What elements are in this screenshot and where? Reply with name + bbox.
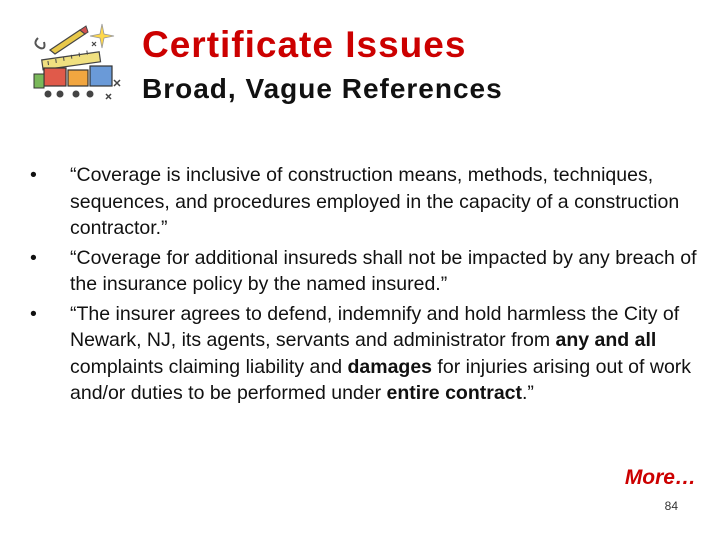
bullet-item: [30, 301, 702, 407]
construction-tools-clipart-icon: [30, 20, 130, 104]
more-link[interactable]: More…: [624, 466, 696, 489]
bullet-marker: •: [30, 164, 37, 186]
slide-title: Certificate Issues: [142, 24, 467, 65]
bullet-marker: •: [30, 246, 37, 269]
bullet-text: “Coverage is inclusive of construction means, methods, techniques, sequences, and procedures employed in the capacity of a construction contractor.”: [70, 164, 680, 239]
bullet-marker: •: [30, 302, 37, 325]
bullet-text: .”: [522, 382, 534, 404]
slide-subtitle: Broad, Vague References: [142, 73, 503, 104]
bullet-text: for injuries arising out of work and/or duties to be performed under: [70, 355, 692, 404]
bullet-emphasis: damages: [347, 355, 433, 378]
bullet-emphasis: entire contract: [386, 382, 522, 404]
bullet-text: “The insurer agrees to defend, indemnify and hold harmless the City of Newark, NJ, its agents, servants and administrator from: [70, 302, 680, 351]
bullet-list: [30, 162, 702, 410]
bullet-text: complaints claiming liability and: [70, 355, 348, 378]
bullet-item: [30, 162, 702, 242]
page-number: 84: [664, 499, 678, 513]
bullet-emphasis: any and all: [555, 329, 657, 351]
bullet-text: “Coverage for additional insureds shall not be impacted by any breach of the insurance policy by the named insured.”: [70, 246, 697, 295]
bullet-item: [30, 245, 702, 298]
